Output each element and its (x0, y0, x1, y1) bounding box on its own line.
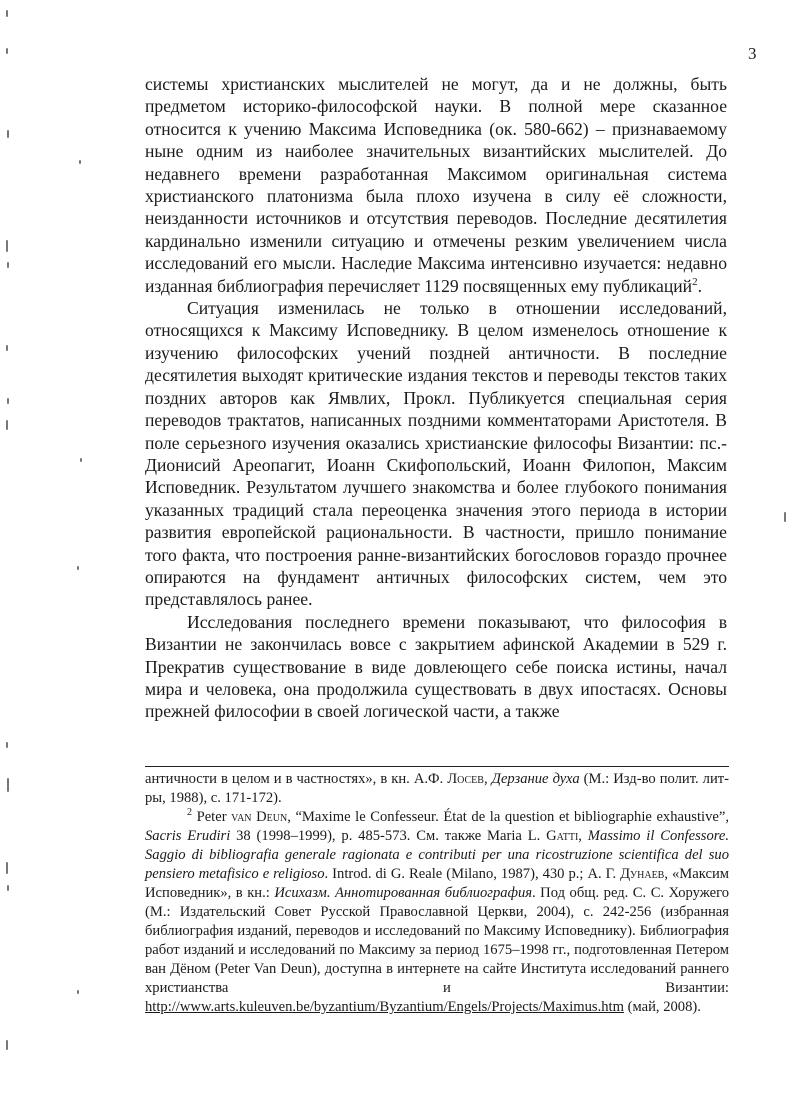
fn-text: (М.: Изд-во полит. лит-ры, 1988), с. 171-172). (145, 771, 729, 806)
paragraph-3: Исследования последнего времени показывают, что философия в Византии не закончилась вовсе с закрытием афинской Академии в 529 г. Прекратив существование в виде довлеющего себе поиска истины, начал мира и человека, она продолжила существовать в двух ипостасях. Основы прежней философии в своей логической части, а также (145, 611, 727, 722)
fn-text: , «Максим Исповедник», в кн.: (145, 866, 730, 901)
footnotes (145, 770, 729, 1017)
footnote-continuation (145, 770, 729, 808)
fn-text: . Под общ. ред. С. С. Хоружего (М.: Издательский Совет Русской Православной Церкви, 2004), с. 242-256 (избранная библиография изданий, переводов и исследований по Максиму Исповеднику). Библиография работ изданий и исследований по Максиму за период 1675–1998 гг., подготовленная Петером ван Дёном (Peter Van Deun), доступна в интернете на сайте Института исследований раннего христианства и Византии: (145, 885, 729, 996)
fn-text: . Introd. di G. Reale (Milano, 1987), 430 p.; А. Г. (324, 866, 621, 882)
fn-author: van Deun (231, 809, 288, 825)
scan-mark (79, 160, 81, 164)
scan-mark (6, 742, 8, 748)
paragraph-1-text: системы христианских мыслителей не могут, да и не должны, быть предметом историко-философской науки. В полной мере сказанное относится к учению Максима Исповедника (ок. 580-662) – признаваемому ныне одним из наиболее значительных византийских мыслителей. До недавнего времени разработанная Максимом оригинальная система христианского платонизма была плохо изучена в силу её сложности, неизданности источников и отсутствия переводов. Последние десятилетия кардинально изменили ситуацию и отмечены резким увеличением числа исследований его мысли. Наследие Максима интенсивно изучается: недавно изданная библиография перечисляет 1129 посвященных ему публикаций (145, 74, 727, 296)
scan-mark (6, 1040, 8, 1050)
fn-book-title: Дерзание духа (491, 771, 580, 787)
scan-mark (784, 512, 786, 522)
scan-mark (80, 458, 82, 462)
scan-mark (6, 420, 8, 430)
fn-text: 38 (1998–1999), p. 485-573. См. также Maria L. (230, 828, 547, 844)
footnote-separator (145, 766, 729, 767)
scan-mark (6, 48, 8, 54)
scan-mark (7, 130, 9, 138)
scan-mark (7, 262, 9, 268)
scan-mark (77, 990, 79, 994)
scan-mark (6, 240, 8, 252)
scan-mark (6, 345, 8, 351)
fn-author: Дунаев (620, 866, 665, 882)
scan-mark (77, 566, 79, 570)
fn-text: (май, 2008). (623, 999, 701, 1015)
fn-text: , (483, 771, 492, 787)
fn-text: античности в целом и в частностях», в кн. А.Ф. (145, 771, 448, 787)
fn-author: Лосев (447, 771, 484, 787)
page-number: 3 (748, 44, 757, 63)
footnote-number: 2 (187, 807, 192, 819)
fn-text: , “Maxime le Confesseur. État de la question et bibliographie exhaustive”, (287, 809, 729, 825)
scan-mark (7, 778, 9, 792)
paragraph-2: Ситуация изменилась не только в отношении исследований, относящихся к Максиму Исповеднику. В целом изменелось отношение к изучению философских учений поздней античности. В последние десятилетия выходят критические издания текстов и переводы текстов таких поздних авторов как Ямвлих, Прокл. Публикуется специальная серия переводов трактатов, написанных поздними комментаторами Аристотеля. В поле серьезного изучения оказались христианские философы Византии: пс.-Дионисий Ареопагит, Иоанн Скифопольский, Иоанн Филопон, Максим Исповедник. Результатом лучшего знакомства и более глубокого понимания указанных традиций стала переоценка значения этого периода в истории развития европейской рациональности. В частности, пришло понимание того факта, что построения ранне-византийских богословов гораздо прочнее опираются на фундамент античных философских систем, чем это представлялось ранее. (145, 298, 727, 610)
fn-journal-title: Sacris Erudiri (145, 828, 231, 844)
fn-text: Peter (192, 809, 232, 825)
fn-book-title: Massimo il Confessore. Saggio di bibliografia generale ragionata e contributi per una ricostruzione scientifica del suo pensiero metafisico e religioso (145, 828, 730, 882)
main-text (145, 73, 727, 723)
paragraph-1 (145, 73, 727, 297)
fn-author: Gatti (546, 828, 579, 844)
footnote-ref-2: 2 (692, 275, 698, 288)
scan-mark (7, 885, 9, 891)
scan-mark (6, 10, 8, 17)
scan-mark (7, 398, 9, 404)
footnote-2 (145, 808, 729, 1017)
fn-text: , (578, 828, 588, 844)
fn-book-title: Исихазм. Аннотированная библиография (274, 885, 533, 901)
paragraph-1-end: . (697, 275, 703, 296)
scan-mark (6, 862, 8, 874)
fn-url-link[interactable]: http://www.arts.kuleuven.be/byzantium/Byzantium/Engels/Projects/Maximus.htm (145, 999, 624, 1015)
